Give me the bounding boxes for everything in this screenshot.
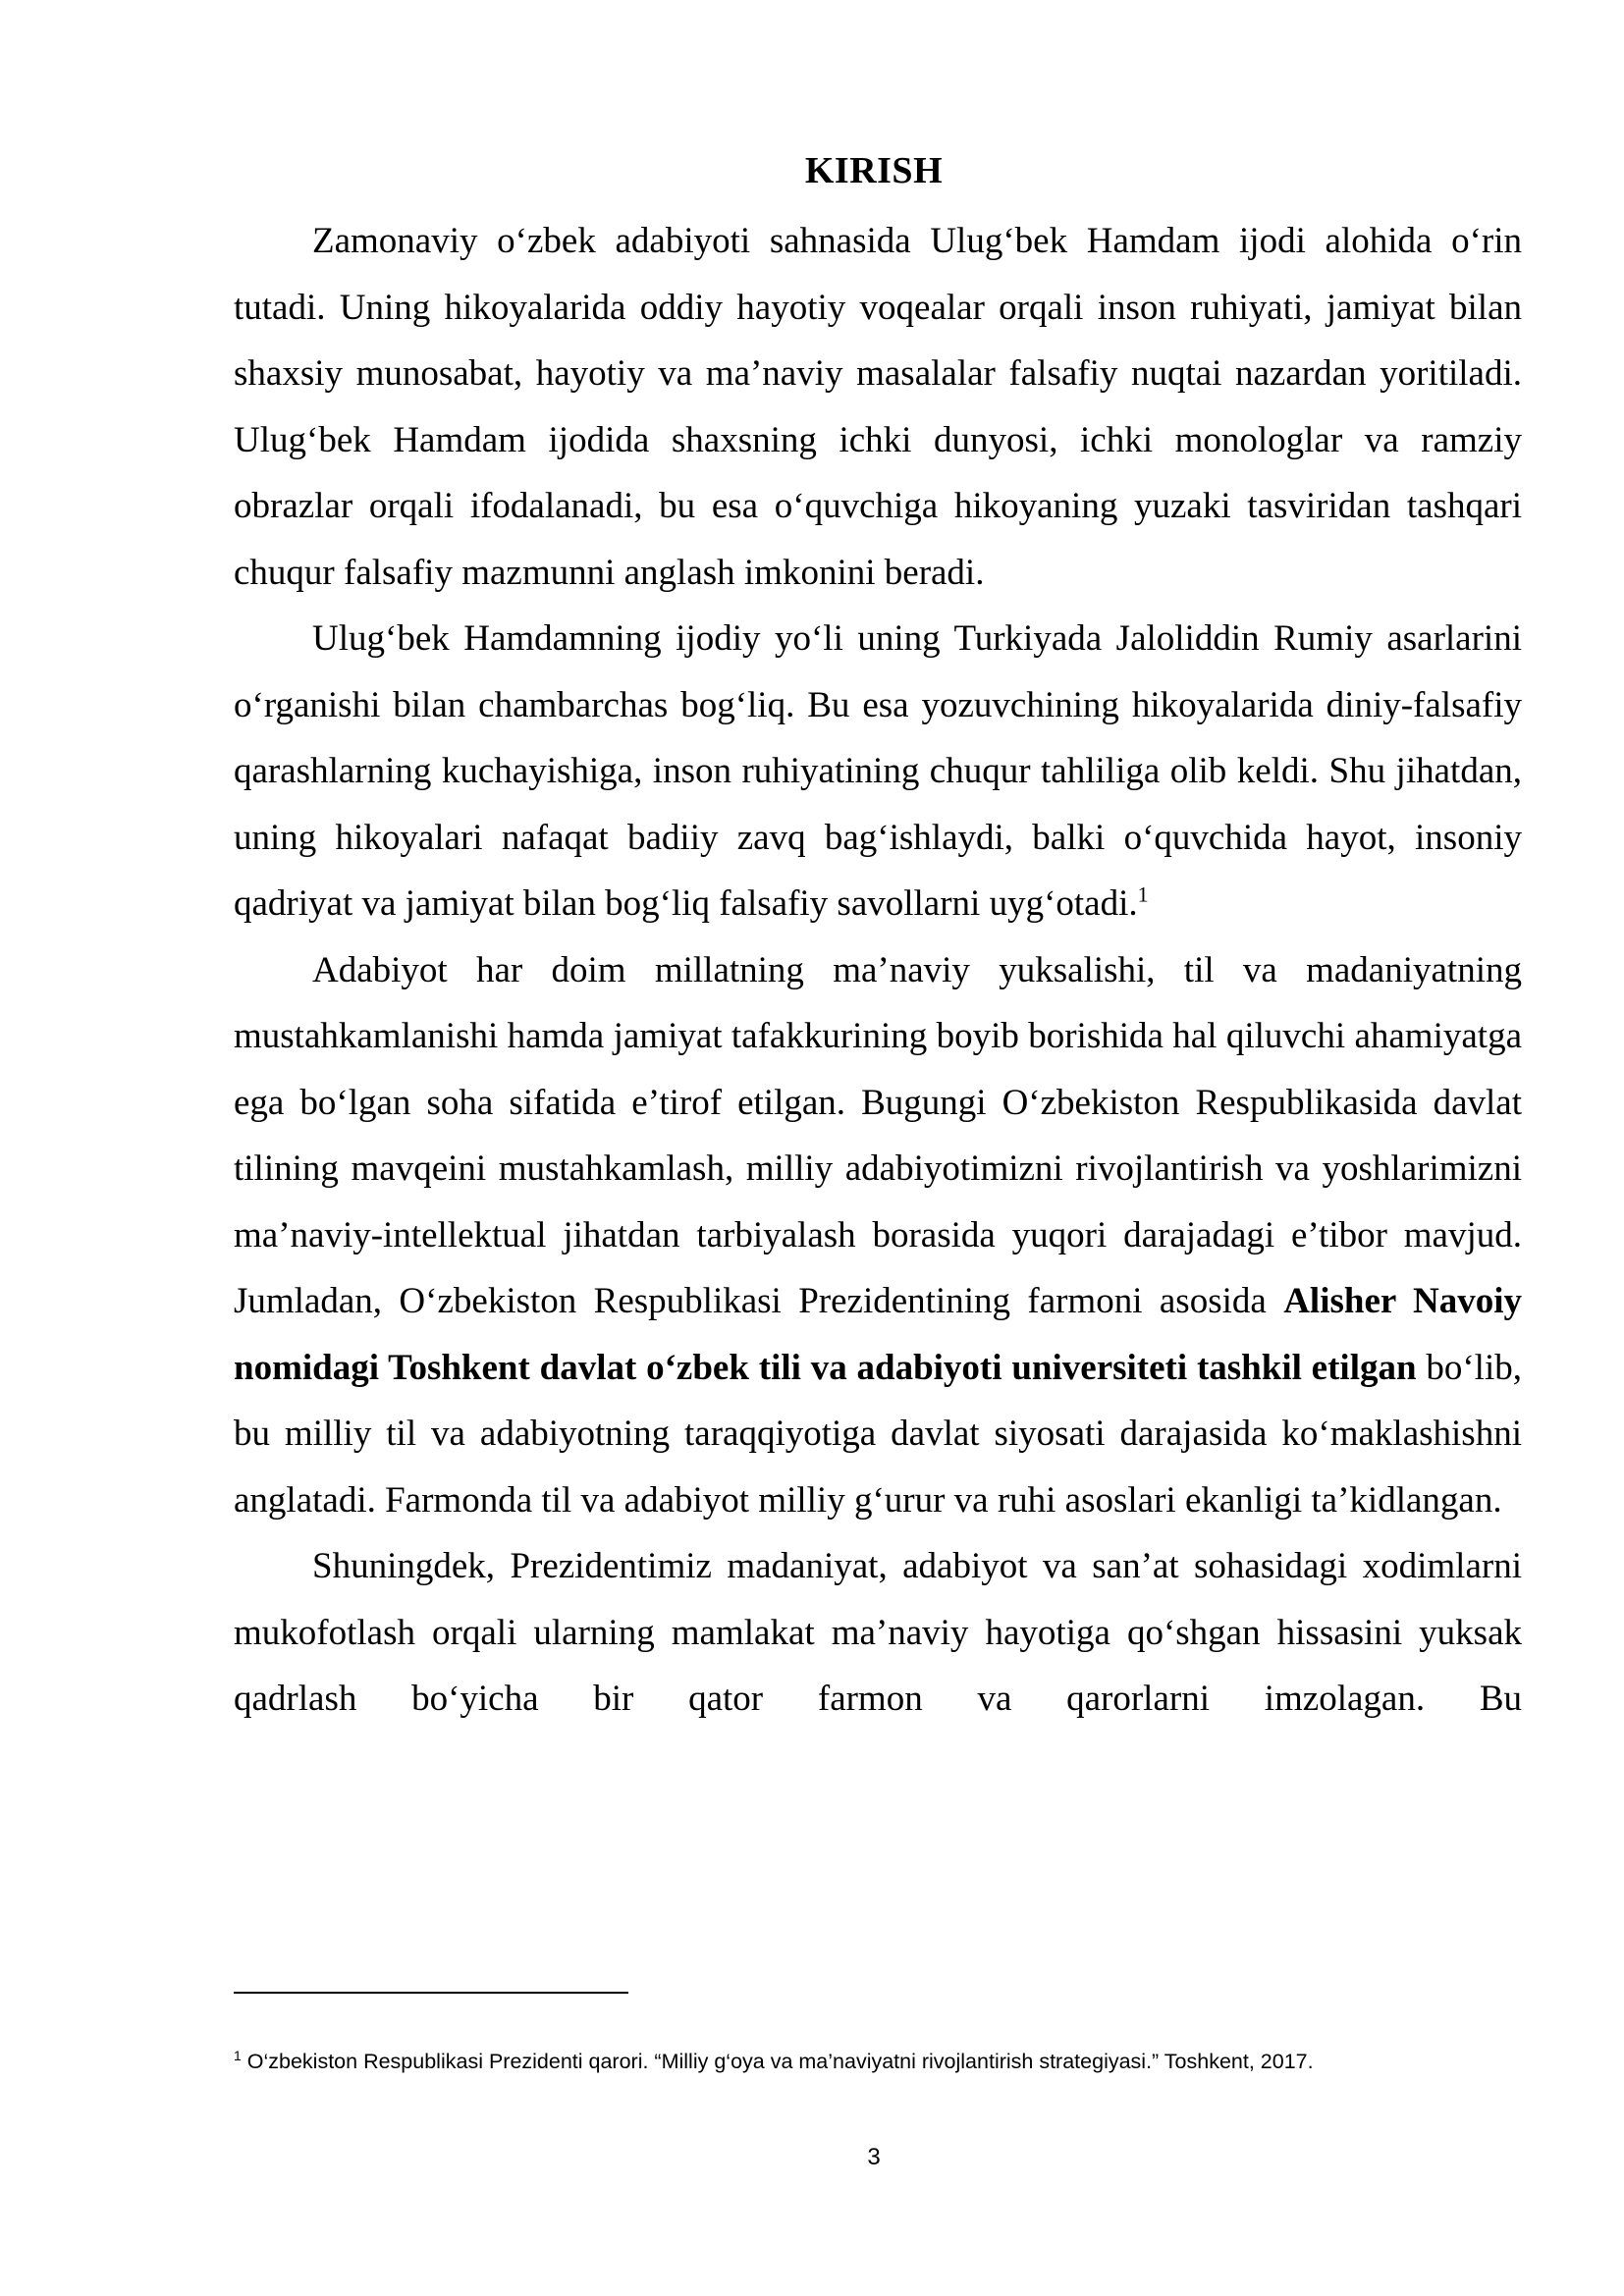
body-text bbox=[234, 208, 1522, 1733]
bold-university-name: Alisher Navoiy nomidagi Toshkent davlat o‘zbek tili va adabiyoti universiteti tashkil etilgan bbox=[234, 1281, 1523, 1388]
paragraph-text-after: bo‘lib, bu milliy til va adabiyotning taraqqiyotiga davlat siyosati darajasida ko‘maklashishni anglatadi. Farmonda til va adabiyot milliy g‘urur va ruhi asoslari ekanligi ta’kidlangan. bbox=[234, 1347, 1522, 1521]
footnote bbox=[234, 2044, 1522, 2079]
footnote-number: 1 bbox=[234, 2047, 242, 2063]
page-number: 3 bbox=[867, 2144, 881, 2170]
paragraph-president-awards: Shuningdek, Prezidentimiz madaniyat, adabiyot va san’at sohasidagi xodimlarni mukofotlash orqali ularning mamlakat ma’naviy hayotiga qo‘shgan hissasini yuksak qadrlash bo‘yicha bir qator farmon va qarorlarni imzolagan. Bu bbox=[234, 1546, 1522, 1719]
section-heading: KIRISH bbox=[804, 150, 944, 191]
footnote-separator bbox=[234, 1992, 628, 1994]
footnote-text: O‘zbekiston Respublikasi Prezidenti qarori. “Milliy g‘oya va ma’naviyatni rivojlantirish strategiyasi.” Toshkent, 2017. bbox=[241, 2050, 1314, 2073]
paragraph-creative-path bbox=[234, 606, 1522, 937]
paragraph-text-before: Adabiyot har doim millatning ma’naviy yuksalishi, til va madaniyatning mustahkamlanishi hamda jamiyat tafakkurining boyib borishida hal qiluvchi ahamiyatga ega bo‘lgan soha sifatida e’tirof etilgan. Bugungi O‘zbekiston Respublikasida davlat tilining mavqeini mustahkamlash, milliy adabiyotimizni rivojlantirish va yoshlarimizni ma’naviy-intellektual jihatdan tarbiyalash borasida yuqori darajadagi e’tibor mavjud. Jumladan, O‘zbekiston Respublikasi Prezidentining farmoni asosida bbox=[234, 949, 1522, 1321]
paragraph-text: Ulug‘bek Hamdamning ijodiy yo‘li uning Turkiyada Jaloliddin Rumiy asarlarini o‘rganishi bilan chambarchas bog‘liq. Bu esa yozuvchining hikoyalarida diniy-falsafiy qarashlarning kuchayishiga, inson ruhiyatining chuqur tahliliga olib keldi. Shu jihatdan, uning hikoyalari nafaqat badiiy zavq bag‘ishlaydi, balki o‘quvchida hayot, insoniy qadriyat va jamiyat bilan bog‘liq falsafiy savollarni uyg‘otadi. bbox=[234, 618, 1522, 924]
paragraph-literature-role bbox=[234, 937, 1522, 1534]
footnote-reference[interactable]: 1 bbox=[1137, 881, 1149, 907]
paragraph-intro: Zamonaviy o‘zbek adabiyoti sahnasida Ulug‘bek Hamdam ijodi alohida o‘rin tutadi. Uning hikoyalarida oddiy hayotiy voqealar orqali inson ruhiyati, jamiyat bilan shaxsiy munosabat, hayotiy va ma’naviy masalalar falsafiy nuqtai nazardan yoritiladi. Ulug‘bek Hamdam ijodida shaxsning ichki dunyosi, ichki monologlar va ramziy obrazlar orqali ifodalanadi, bu esa o‘quvchiga hikoyaning yuzaki tasviridan tashqari chuqur falsafiy mazmunni anglash imkonini beradi. bbox=[234, 221, 1522, 593]
